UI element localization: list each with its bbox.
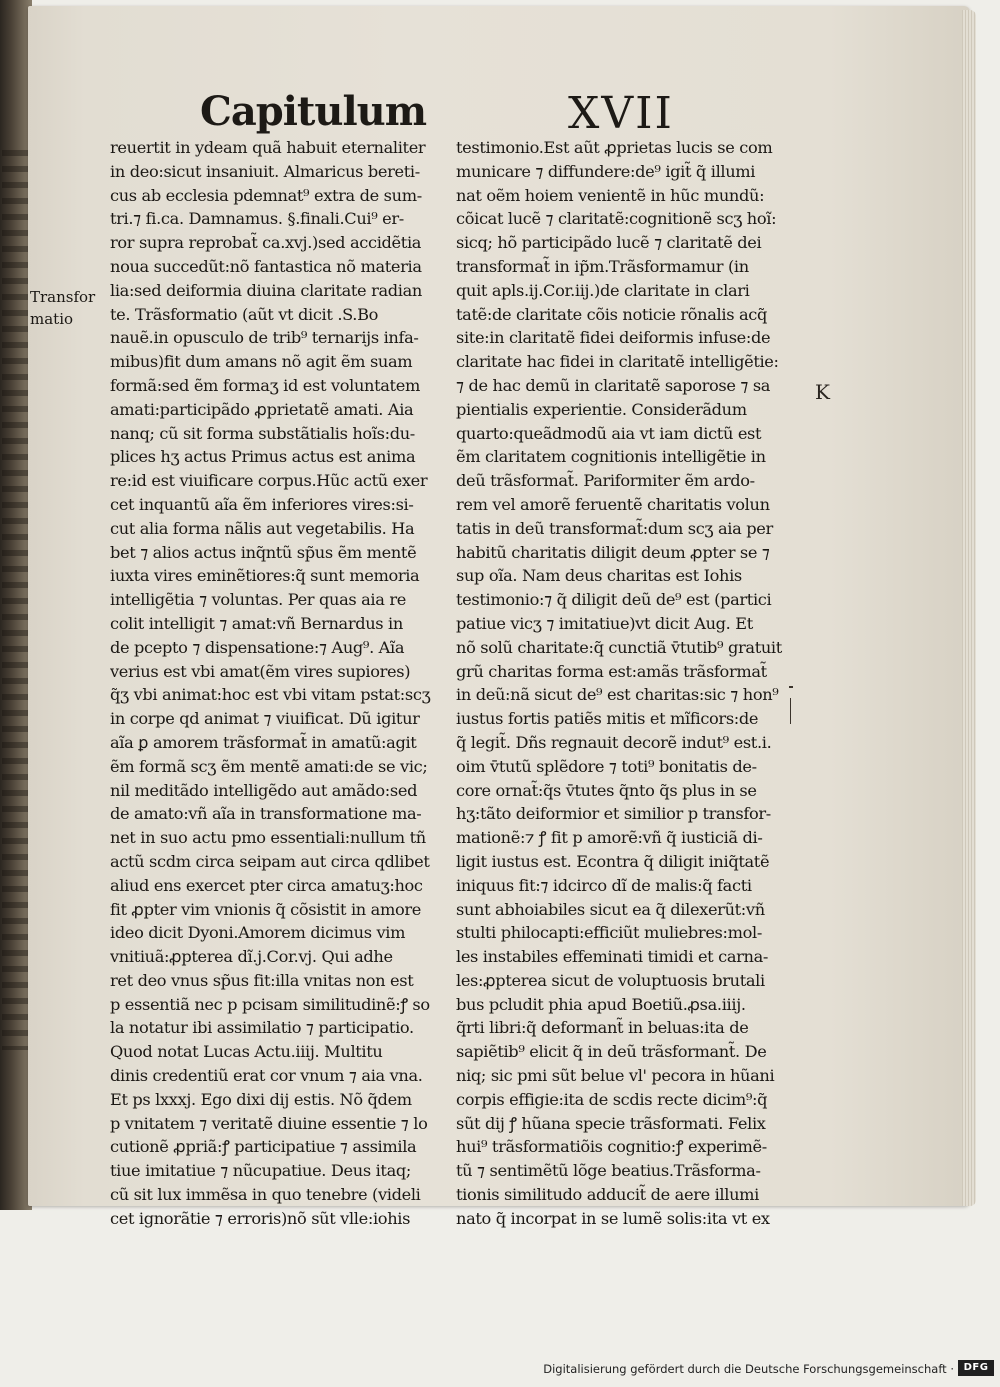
footer-bar (0, 1358, 1000, 1380)
text-line: iuxta vires eminẽtiores:q̃ sunt memoria (110, 566, 420, 586)
text-line: tatis in deũ transformat̃:dum scʒ aia per (456, 518, 773, 538)
text-line: dinis credentiũ erat cor vnum ⁊ aia vna. (110, 1066, 423, 1086)
text-line: stulti philocapti:efficiũt muliebres:mol- (456, 923, 762, 943)
text-line: sicq; hõ participãdo lucẽ ⁊ claritatẽ dei (456, 233, 762, 253)
text-line: de amato:vñ aĩa in transformatione ma- (110, 804, 422, 824)
text-line: habitũ charitatis diligit deum ꝓpter se ⁊ (456, 542, 770, 562)
text-line: ror supra reprobat̃ ca.xvj.)sed accidẽtia (110, 233, 422, 253)
text-line: amati:participãdo ꝓprietatẽ amati. Aia (110, 399, 414, 419)
text-line: in deũ:nã sicut de⁹ est charitas:sic ⁊ hon⁹ (456, 685, 779, 705)
text-line: la notatur ibi assimilatio ⁊ participatio. (110, 1018, 414, 1038)
margin-note (30, 286, 100, 330)
page-fore-edge (962, 10, 976, 1206)
margin-note-line: matio (30, 310, 74, 328)
text-line: rem vel amorẽ feruentẽ charitatis volun (456, 494, 770, 514)
text-line: ẽm formã scʒ ẽm mentẽ amati:de se vic; (110, 756, 428, 776)
text-line: site:in claritatẽ fidei deiformis infuse:de (456, 328, 771, 348)
text-line: tionis similitudo adducit̃ de aere illumi (456, 1185, 759, 1205)
text-line: vnitiuã:ꝓpterea dĩ.j.Cor.vj. Qui adhe (110, 947, 393, 967)
text-line: oim v̄tutũ splẽdore ⁊ toti⁹ bonitatis de- (456, 756, 757, 776)
text-line: tri.⁊ fi.ca. Damnamus. §.finali.Cui⁹ er- (110, 209, 404, 229)
text-line: sup oĩa. Nam deus charitas est Iohis (456, 566, 742, 586)
ink-annotation-mark (790, 686, 792, 726)
text-line: aĩa ꝑ amorem trãsformat̃ in amatũ:agit (110, 732, 417, 752)
text-line: mibus)fit dum amans nõ agit ẽm suam (110, 352, 413, 372)
chapter-title: Capitulum (200, 88, 427, 135)
text-line: nil meditãdo intelligẽdo aut amãdo:sed (110, 780, 418, 800)
margin-note-line: Transfor (30, 288, 96, 306)
text-line: tũ ⁊ sentimẽtũ lõge beatius.Trãsforma- (456, 1161, 761, 1181)
text-line: nato q̃ incorpat in se lumẽ solis:ita vt ex (456, 1208, 770, 1228)
text-line: quarto:queãdmodũ aia vt iam dictũ est (456, 423, 762, 443)
left-text-column (110, 136, 440, 1231)
text-line: iustus fortis patiẽs mitis et mĩficors:de (456, 709, 759, 729)
funding-notice: Digitalisierung gefördert durch die Deutsche Forschungsgemeinschaft · (543, 1362, 954, 1376)
text-line: ret deo vnus sp̃us fit:illa vnitas non est (110, 970, 414, 990)
text-line: mationẽ:⁊ ꝭ fit p amorẽ:vñ q̃ iusticiã di- (456, 828, 763, 848)
text-line: cet ignorãtie ⁊ erroris)nõ sũt vlle:iohis (110, 1208, 411, 1228)
text-line: tatẽ:de claritate cõis noticie rõnalis acq̃ (456, 304, 767, 324)
text-line: cõicat lucẽ ⁊ claritatẽ:cognitionẽ scʒ hoĩ: (456, 209, 777, 229)
text-line: les instabiles effeminati timidi et carna- (456, 947, 769, 967)
text-line: corpis effigie:ita de scdis recte dicim⁹:q̃ (456, 1089, 768, 1109)
text-line: testimonio:⁊ q̃ diligit deũ de⁹ est (partici (456, 590, 772, 610)
text-line: niq; sic pmi sũt belue vl' pecora in hũani (456, 1066, 775, 1086)
text-line: cut alia forma nãlis aut vegetabilis. Ha (110, 518, 415, 538)
text-line: lia:sed deiformia diuina claritate radian (110, 280, 422, 300)
text-line: formã:sed ẽm formaʒ id est voluntatem (110, 375, 420, 395)
text-line: te. Trãsformatio (aũt vt dicit .S.Bo (110, 304, 379, 324)
text-line: hui⁹ trãsformatiõis cognitio:ꝭ experimẽ- (456, 1137, 767, 1157)
text-line: in deo:sicut insaniuit. Almaricus bereti- (110, 161, 420, 181)
text-line: nat oẽm hoiem venientẽ in hũc mundũ: (456, 185, 765, 205)
text-line: noua succedũt:nõ fantastica nõ materia (110, 256, 422, 276)
text-line: nanq; cũ sit forma substãtialis hoĩs:du- (110, 423, 415, 443)
text-line: core ornat̃:q̃s v̄tutes q̃nto q̃s plus in se (456, 780, 757, 800)
text-line: patiue vicʒ ⁊ imitatiue)vt dicit Aug. Et (456, 613, 753, 633)
text-line: q̃ legit̃. Dñs regnauit decorẽ indut⁹ est.i. (456, 732, 772, 752)
text-line: bet ⁊ alios actus inq̃ntũ sp̃us ẽm mentẽ (110, 542, 417, 562)
text-line: pientialis experientie. Considerãdum (456, 399, 747, 419)
text-line: q̃rti libri:q̃ deformant̃ in beluas:ita de (456, 1018, 749, 1038)
text-line: ideo dicit Dyoni.Amorem dicimus vim (110, 923, 406, 943)
text-line: ⁊ de hac demũ in claritatẽ saporose ⁊ sa (456, 375, 771, 395)
text-line: nauẽ.in opusculo de trib⁹ ternarijs infa- (110, 328, 419, 348)
text-line: reuertit in ydeam quã habuit eternaliter (110, 138, 426, 157)
text-line: tiue imitatiue ⁊ nũcupatiue. Deus itaq; (110, 1161, 411, 1181)
text-line: ẽm claritatem cognitionis intelligẽtie in (456, 447, 766, 467)
text-line: transformat̃ in ip̃m.Trãsformamur (in (456, 256, 749, 276)
text-line: p essentiã nec p pcisam similitudinẽ:ꝭ so (110, 994, 430, 1014)
text-line: claritate hac fidei in claritatẽ intelligẽtie: (456, 352, 779, 372)
text-line: Et ps lxxxj. Ego dixi dij estis. Nõ q̃dem (110, 1089, 412, 1109)
dfg-logo: DFG (958, 1360, 994, 1376)
text-line: net in suo actu pmo essentiali:nullum tñ (110, 828, 426, 848)
text-line: cet inquantũ aĩa ẽm inferiores vires:si- (110, 494, 414, 514)
ink-dot (789, 686, 793, 688)
text-line: de pcepto ⁊ dispensatione:⁊ Aug⁹. Aĩa (110, 637, 405, 657)
text-line: ligit iustus est. Econtra q̃ diligit iniq̃tatẽ (456, 851, 770, 871)
facing-page-text (2, 150, 28, 1050)
text-line: deũ trãsformat̃. Pariformiter ẽm ardo- (456, 471, 755, 491)
text-line: fit ꝓpter vim vnionis q̃ cõsistit in amore (110, 899, 421, 919)
text-line: aliud ens exercet pter circa amatuʒ:hoc (110, 875, 423, 895)
ink-line (790, 698, 791, 724)
text-line: plices hʒ actus Primus actus est anima (110, 447, 416, 467)
text-line: re:id est viuificare corpus.Hũc actũ exer (110, 471, 428, 491)
text-line: actũ scdm circa seipam aut circa qdlibet (110, 851, 430, 871)
text-line: cũ sit lux immẽsa in quo tenebre (videli (110, 1185, 421, 1205)
text-line: p vnitatem ⁊ veritatẽ diuine essentie ⁊ lo (110, 1113, 428, 1133)
text-line: q̃ʒ vbi animat:hoc est vbi vitam pstat:scʒ (110, 685, 431, 705)
text-line: nõ solũ charitate:q̃ cunctiã v̄tutib⁹ gratuit (456, 637, 782, 657)
text-line: in corpe qd animat ⁊ viuificat. Dũ igitur (110, 709, 420, 729)
text-line: intelligẽtia ⁊ voluntas. Per quas aia re (110, 590, 406, 610)
text-line: sunt abhoiabiles sicut ea q̃ dilexerũt:vñ (456, 899, 765, 919)
text-line: municare ⁊ diffundere:de⁹ igit̃ q̃ illumi (456, 161, 756, 181)
chapter-number: XVII (568, 88, 674, 139)
text-line: hʒ:tãto deiformior et similior p transfor- (456, 804, 771, 824)
text-line: iniquus fit:⁊ idcirco dĩ de malis:q̃ facti (456, 875, 752, 895)
text-line: bus pcludit phia apud Boetiũ.ꝓsa.iiij. (456, 994, 746, 1014)
text-line: cutionẽ ꝓpriã:ꝭ participatiue ⁊ assimila (110, 1137, 417, 1157)
text-line: quit apls.ij.Cor.iij.)de claritate in clari (456, 280, 750, 300)
text-line: testimonio.Est aũt ꝓprietas lucis se com (456, 138, 773, 157)
text-line: grũ charitas forma est:amãs trãsformat̃ (456, 661, 767, 681)
signature-mark: K (815, 380, 830, 404)
text-line: colit intelligit ⁊ amat:vñ Bernardus in (110, 613, 403, 633)
right-text-column (456, 136, 796, 1231)
text-line: cus ab ecclesia pdemnat⁹ extra de sum- (110, 185, 422, 205)
text-line: sapiẽtib⁹ elicit q̃ in deũ trãsformant̃. De (456, 1042, 767, 1062)
text-line: Quod notat Lucas Actu.iiij. Multitu (110, 1042, 383, 1062)
text-line: verius est vbi amat(ẽm vires supiores) (110, 661, 411, 681)
text-line: sũt dij ꝭ hũana specie trãsformati. Felix (456, 1113, 766, 1133)
text-line: les:ꝓpterea sicut de voluptuosis brutali (456, 970, 765, 990)
page-header (200, 88, 700, 138)
